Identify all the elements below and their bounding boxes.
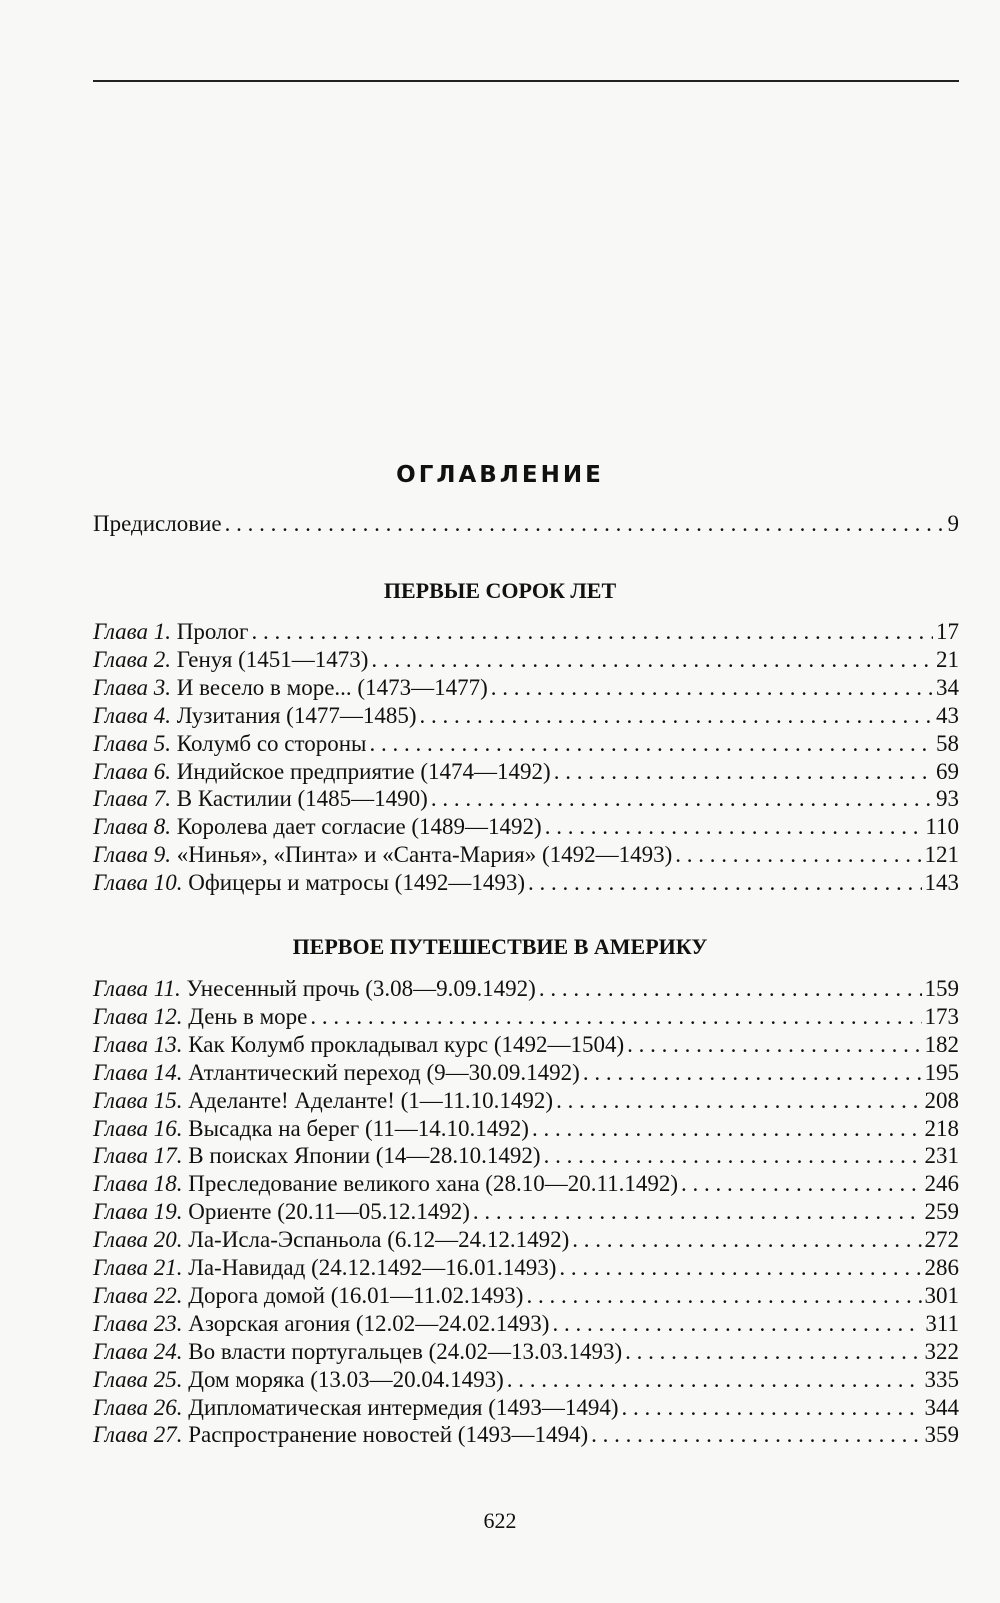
- chapter-number: Глава 23.: [93, 1310, 183, 1336]
- dot-leader: [419, 702, 933, 730]
- entry-title: Колумб со стороны: [176, 730, 367, 756]
- entry-label: [93, 618, 248, 646]
- entry-label: [93, 1115, 529, 1143]
- entry-label: [93, 1254, 556, 1282]
- entry-label: [93, 1366, 504, 1394]
- entry-title: Высадка на берег (11—14.10.1492): [188, 1115, 529, 1141]
- chapter-number: Глава 3.: [93, 674, 171, 700]
- entry-title: Распространение новостей (1493—1494): [188, 1422, 589, 1448]
- entry-page: 159: [924, 976, 959, 1001]
- dot-leader: [251, 618, 933, 646]
- chapter-number: Глава 9.: [93, 842, 171, 868]
- entry-label: [93, 1226, 569, 1254]
- entry-title: Как Колумб прокладывал курс (1492—1504): [188, 1031, 625, 1057]
- entry-title: Азорская агония (12.02—24.02.1493): [188, 1310, 550, 1336]
- chapter-number: Глава 19.: [93, 1199, 183, 1225]
- toc-entry[interactable]: [93, 841, 959, 869]
- entry-title: «Нинья», «Пинта» и «Санта-Мария» (1492—1493): [176, 842, 673, 868]
- toc-entry[interactable]: [93, 674, 959, 702]
- chapter-number: Глава 11.: [93, 976, 181, 1001]
- entry-title: В Кастилии (1485—1490): [176, 786, 428, 812]
- entry-title: Унесенный прочь (3.08—9.09.1492): [186, 976, 536, 1001]
- toc-entry[interactable]: [93, 1170, 959, 1198]
- chapter-number: Глава 8.: [93, 814, 171, 840]
- entry-page: 58: [936, 730, 959, 756]
- toc-entry[interactable]: [93, 1059, 959, 1087]
- entry-title: Лузитания (1477—1485): [176, 702, 417, 728]
- toc-entry[interactable]: [93, 1338, 959, 1366]
- entry-label: [93, 813, 542, 841]
- entry-title: Генуя (1451—1473): [176, 646, 369, 672]
- toc-entry[interactable]: [93, 1366, 959, 1394]
- entry-label: [93, 1142, 541, 1170]
- entry-title: И весело в море... (1473—1477): [176, 674, 488, 700]
- chapter-number: Глава 20.: [93, 1227, 183, 1253]
- chapter-number: Глава 21.: [93, 1255, 183, 1280]
- toc-entry[interactable]: [93, 1421, 959, 1449]
- chapter-number: Глава 1.: [93, 619, 171, 644]
- toc-entry[interactable]: [93, 1226, 959, 1254]
- dot-leader: [532, 1115, 922, 1143]
- chapter-number: Глава 17.: [93, 1143, 183, 1169]
- dot-leader: [572, 1226, 921, 1254]
- entry-label: [93, 1031, 624, 1059]
- entry-title: Атлантический переход (9—30.09.1492): [188, 1059, 580, 1085]
- toc-entry[interactable]: [93, 813, 959, 841]
- dot-leader: [552, 1310, 922, 1338]
- entry-label: [93, 1310, 549, 1338]
- dot-leader: [310, 1003, 921, 1031]
- toc-entry[interactable]: [93, 1087, 959, 1115]
- entry-title: Аделанте! Аделанте! (1—11.10.1492): [188, 1087, 554, 1113]
- toc-entry[interactable]: [93, 1031, 959, 1059]
- chapter-number: Глава 26.: [93, 1394, 183, 1420]
- entry-title: Королева дает согласие (1489—1492): [176, 814, 542, 840]
- chapter-number: Глава 13.: [93, 1031, 183, 1057]
- entry-page: 34: [936, 674, 959, 700]
- entry-page: 259: [924, 1199, 959, 1225]
- dot-leader: [622, 1394, 922, 1422]
- dot-leader: [371, 646, 933, 674]
- entry-title: Ла-Исла-Эспаньола (6.12—24.12.1492): [188, 1227, 570, 1253]
- entry-title: Преследование великого хана (28.10—20.11.1492): [188, 1171, 678, 1197]
- toc-entry[interactable]: [93, 1310, 959, 1338]
- toc-entry[interactable]: [93, 646, 959, 674]
- dot-leader: [591, 1421, 921, 1449]
- toc-entry[interactable]: [93, 1198, 959, 1226]
- dot-leader: [554, 758, 933, 786]
- dot-leader: [526, 1282, 921, 1310]
- chapter-number: Глава 24.: [93, 1338, 183, 1364]
- entry-page: 43: [936, 702, 959, 728]
- chapter-number: Глава 14.: [93, 1059, 183, 1085]
- chapter-number: Глава 25.: [93, 1366, 183, 1392]
- entry-label: [93, 702, 416, 730]
- dot-leader: [528, 869, 922, 897]
- dot-leader: [544, 1142, 922, 1170]
- chapter-number: Глава 10.: [93, 870, 183, 896]
- chapter-number: Глава 5.: [93, 730, 171, 756]
- entry-page: 17: [936, 619, 959, 644]
- entry-label: [93, 1087, 553, 1115]
- entry-page: 322: [924, 1338, 959, 1364]
- entry-page: 218: [924, 1115, 959, 1141]
- page-number: 622: [483, 1508, 517, 1533]
- entry-page: 69: [936, 758, 959, 784]
- entry-label: [93, 975, 536, 1003]
- toc-entry[interactable]: [93, 1115, 959, 1143]
- dot-leader: [583, 1059, 922, 1087]
- entry-page: 9: [947, 511, 959, 536]
- dot-leader: [491, 674, 933, 702]
- entry-label: [93, 785, 428, 813]
- dot-leader: [431, 785, 933, 813]
- entry-label: [93, 1170, 678, 1198]
- dot-leader: [507, 1366, 922, 1394]
- entry-label: [93, 730, 367, 758]
- toc-entry[interactable]: [93, 1282, 959, 1310]
- toc-entry[interactable]: [93, 785, 959, 813]
- entry-page: 110: [925, 814, 959, 840]
- entry-title: Предисловие: [93, 511, 222, 536]
- dot-leader: [627, 1031, 921, 1059]
- dot-leader: [473, 1198, 922, 1226]
- entry-title: Индийское предприятие (1474—1492): [176, 758, 551, 784]
- chapter-number: Глава 12.: [93, 1003, 183, 1029]
- dot-leader: [681, 1170, 922, 1198]
- dot-leader: [539, 975, 922, 1003]
- entry-page: 311: [925, 1310, 959, 1336]
- dot-leader: [556, 1087, 921, 1115]
- entry-label: [93, 1003, 307, 1031]
- chapter-number: Глава 27.: [93, 1422, 183, 1448]
- dot-leader: [675, 841, 921, 869]
- chapter-number: Глава 7.: [93, 786, 171, 812]
- chapter-number: Глава 2.: [93, 646, 171, 672]
- entry-title: Дипломатическая интермедия (1493—1494): [188, 1394, 619, 1420]
- dot-leader: [225, 510, 945, 538]
- entry-page: 359: [924, 1422, 959, 1448]
- entry-title: День в море: [188, 1003, 308, 1029]
- entry-label: [93, 1059, 580, 1087]
- entry-page: 246: [924, 1171, 959, 1197]
- dot-leader: [370, 730, 934, 758]
- entry-page: 173: [924, 1003, 959, 1029]
- entry-label: [93, 674, 488, 702]
- toc-heading: ОГЛАВЛЕНИЕ: [396, 462, 604, 488]
- entry-page: 21: [936, 646, 959, 672]
- section-title: ПЕРВОЕ ПУТЕШЕСТВИЕ В АМЕРИКУ: [292, 934, 708, 959]
- chapter-number: Глава 6.: [93, 758, 171, 784]
- toc-entry[interactable]: [93, 1254, 959, 1282]
- top-rule: [93, 80, 959, 82]
- dot-leader: [545, 813, 923, 841]
- entry-title: Офицеры и матросы (1492—1493): [188, 870, 525, 896]
- entry-page: 286: [924, 1255, 959, 1280]
- entry-label: [93, 1282, 523, 1310]
- dot-leader: [625, 1338, 921, 1366]
- entry-page: 272: [924, 1227, 959, 1253]
- chapter-number: Глава 16.: [93, 1115, 183, 1141]
- toc-entry[interactable]: [93, 1003, 959, 1031]
- entry-page: 121: [924, 842, 959, 868]
- entry-title: В поисках Японии (14—28.10.1492): [188, 1143, 541, 1169]
- entry-page: 208: [924, 1087, 959, 1113]
- entry-title: Пролог: [176, 619, 249, 644]
- chapter-number: Глава 22.: [93, 1282, 183, 1308]
- entry-page: 143: [924, 870, 959, 896]
- entry-title: Ориенте (20.11—05.12.1492): [188, 1199, 470, 1225]
- entry-label: [93, 1421, 588, 1449]
- toc-entry[interactable]: [93, 869, 959, 897]
- toc-entry[interactable]: [93, 975, 959, 1003]
- toc-entry-preface[interactable]: [93, 510, 959, 538]
- entry-page: 182: [924, 1031, 959, 1057]
- toc-entry[interactable]: [93, 730, 959, 758]
- entry-page: 231: [924, 1143, 959, 1169]
- entry-title: Ла-Навидад (24.12.1492—16.01.1493): [188, 1255, 557, 1280]
- chapter-number: Глава 4.: [93, 702, 171, 728]
- toc-entry[interactable]: [93, 1394, 959, 1422]
- toc-entry[interactable]: [93, 1142, 959, 1170]
- entry-label: [93, 1338, 622, 1366]
- entry-label: [93, 646, 368, 674]
- entry-label: [93, 1198, 470, 1226]
- entry-page: 344: [924, 1394, 959, 1420]
- toc-entry[interactable]: [93, 618, 959, 646]
- chapter-number: Глава 15.: [93, 1087, 183, 1113]
- entry-title: Во власти португальцев (24.02—13.03.1493): [188, 1338, 623, 1364]
- toc-entry[interactable]: [93, 702, 959, 730]
- entry-page: 195: [924, 1059, 959, 1085]
- entry-title: Дом моряка (13.03—20.04.1493): [188, 1366, 504, 1392]
- entry-label: [93, 758, 551, 786]
- entry-label: [93, 1394, 619, 1422]
- entry-label: [93, 841, 672, 869]
- toc-entry[interactable]: [93, 758, 959, 786]
- chapter-number: Глава 18.: [93, 1171, 183, 1197]
- entry-page: 93: [936, 786, 959, 812]
- section-title: ПЕРВЫЕ СОРОК ЛЕТ: [383, 578, 617, 603]
- dot-leader: [559, 1254, 921, 1282]
- entry-label: [93, 869, 525, 897]
- entry-page: 301: [924, 1282, 959, 1308]
- entry-title: Дорога домой (16.01—11.02.1493): [188, 1282, 524, 1308]
- entry-page: 335: [924, 1366, 959, 1392]
